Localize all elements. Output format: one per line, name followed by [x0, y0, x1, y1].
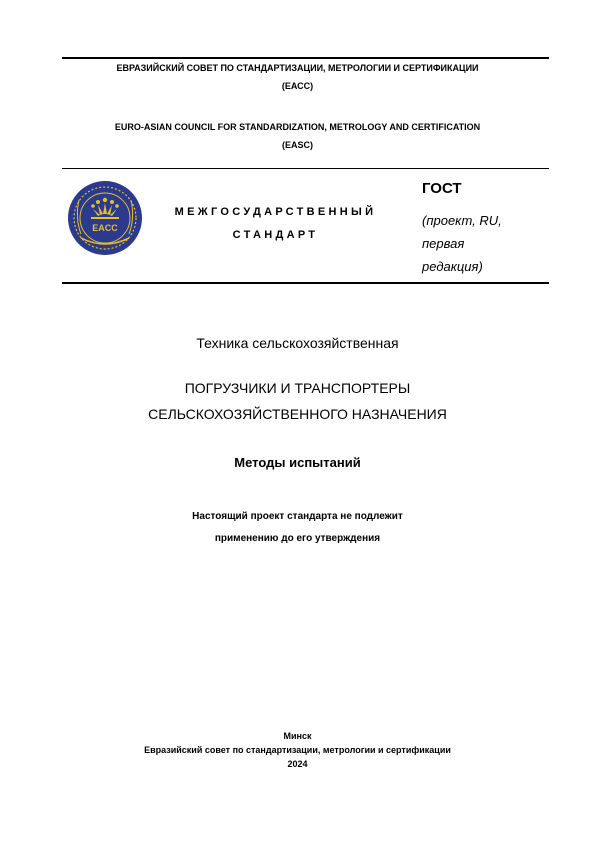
title-category: Техника сельскохозяйственная [196, 335, 399, 351]
footer-year: 2024 [287, 759, 308, 769]
council-ru-abbr: (ЕАСС) [281, 81, 314, 91]
gost-label: ГОСТ [422, 180, 462, 197]
footer-publisher: Евразийский совет по стандартизации, метрологии и сертификации [144, 745, 451, 755]
notice-line1: Настоящий проект стандарта не подлежит [192, 511, 403, 522]
draft-line1: (проект, RU, [422, 213, 502, 228]
council-en: EURO-ASIAN COUNCIL FOR STANDARDIZATION, METROLOGY AND CERTIFICATION [114, 122, 481, 132]
notice-line2: применению до его утверждения [214, 533, 381, 544]
easc-logo-icon [67, 180, 143, 256]
title-main-line1: ПОГРУЗЧИКИ И ТРАНСПОРТЕРЫ [184, 380, 411, 396]
footer-city: Минск [283, 731, 312, 741]
header-rule [62, 168, 549, 169]
emblem-text: EACC [92, 223, 118, 233]
easc-emblem [67, 180, 143, 256]
standard-type-line2: СТАНДАРТ [232, 229, 319, 241]
council-en-abbr: (EASC) [282, 140, 313, 150]
title-sub: Методы испытаний [234, 455, 361, 470]
top-rule [62, 57, 549, 59]
council-ru: ЕВРАЗИЙСКИЙ СОВЕТ ПО СТАНДАРТИЗАЦИИ, МЕТРОЛОГИИ И СЕРТИФИКАЦИИ [116, 63, 479, 73]
header-bottom-rule [62, 282, 549, 284]
draft-line3: редакция) [422, 259, 483, 274]
title-main-line2: СЕЛЬСКОХОЗЯЙСТВЕННОГО НАЗНАЧЕНИЯ [148, 406, 447, 422]
standard-type-line1: МЕЖГОСУДАРСТВЕННЫЙ [174, 206, 377, 218]
draft-line2: первая [422, 236, 465, 251]
